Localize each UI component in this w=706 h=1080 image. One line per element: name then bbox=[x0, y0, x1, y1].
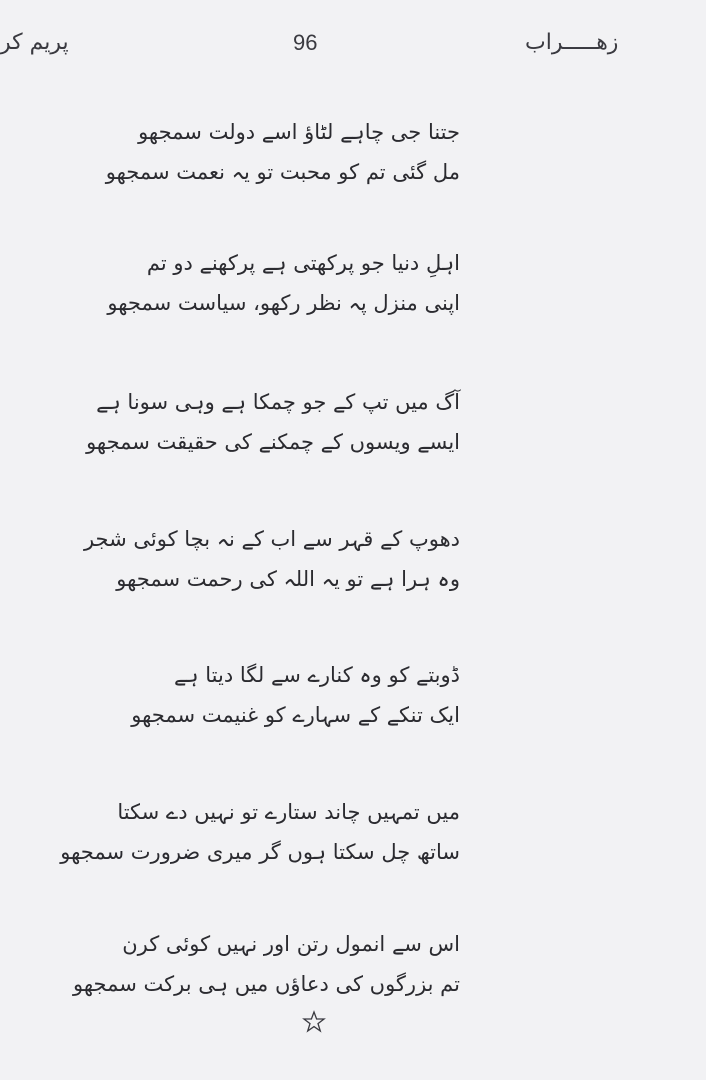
verse-line: ساتھ چل سکتا ہوں گر میری ضرورت سمجھو bbox=[60, 840, 460, 864]
verse-line: وہ ہرا ہے تو یہ اللہ کی رحمت سمجھو bbox=[116, 567, 460, 591]
verse-line: تم بزرگوں کی دعاؤں میں ہی برکت سمجھو bbox=[73, 972, 460, 996]
verse-line: اس سے انمول رتن اور نہیں کوئی کرن bbox=[122, 932, 460, 956]
stanza-7 bbox=[73, 924, 460, 1004]
stanza-3 bbox=[86, 382, 460, 462]
verse-line: اپنی منزل پہ نظر رکھو، سیاست سمجھو bbox=[107, 291, 460, 315]
star-outline-icon bbox=[302, 1010, 326, 1034]
verse-line: دھوپ کے قہر سے اب کے نہ بچا کوئی شجر bbox=[83, 527, 460, 551]
verse-line: ایسے ویسوں کے چمکنے کی حقیقت سمجھو bbox=[86, 430, 460, 454]
stanza-1 bbox=[105, 112, 460, 192]
verse-line: مل گئی تم کو محبت تو یہ نعمت سمجھو bbox=[105, 160, 460, 184]
stanza-5 bbox=[131, 655, 460, 735]
stanza-4 bbox=[83, 519, 460, 599]
running-header-left: پریم کر bbox=[0, 30, 69, 55]
verse-line: میں تمہیں چاند ستارے تو نہیں دے سکتا bbox=[117, 800, 460, 824]
verse-line: اہلِ دنیا جو پرکھتی ہے پرکھنے دو تم bbox=[146, 251, 460, 275]
stanza-2 bbox=[107, 243, 460, 323]
verse-line: ڈوبتے کو وہ کنارے سے لگا دیتا ہے bbox=[173, 663, 460, 687]
running-header-right: زھـــــراب bbox=[525, 30, 619, 55]
stanza-6 bbox=[60, 792, 460, 872]
verse-line: آگ میں تپ کے جو چمکا ہے وہی سونا ہے bbox=[96, 390, 460, 414]
verse-line: جتنا جی چاہے لٹاؤ اسے دولت سمجھو bbox=[138, 120, 460, 144]
page-number: 96 bbox=[293, 30, 318, 55]
verse-line: ایک تنکے کے سہارے کو غنیمت سمجھو bbox=[131, 703, 460, 727]
